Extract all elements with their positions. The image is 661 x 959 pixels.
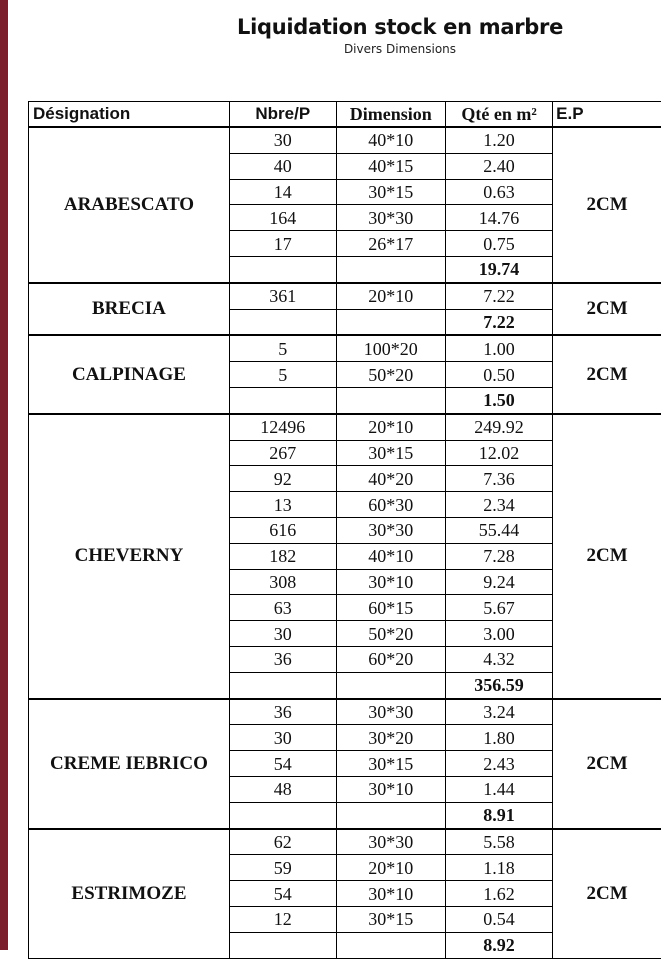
dimension-cell: 40*20 <box>336 466 445 492</box>
nbre-cell: 14 <box>229 179 336 205</box>
qte-cell: 55.44 <box>445 517 552 543</box>
table-header-row <box>29 102 661 128</box>
total-qte-cell: 8.91 <box>445 802 552 828</box>
column-header-nbre: Nbre/P <box>229 102 336 128</box>
qte-cell: 0.54 <box>445 906 552 932</box>
qte-cell: 0.75 <box>445 231 552 257</box>
qte-cell: 7.22 <box>445 283 552 309</box>
page-title: Liquidation stock en marbre <box>0 15 661 39</box>
nbre-cell: 30 <box>229 127 336 153</box>
dimension-cell: 40*10 <box>336 127 445 153</box>
empty-cell <box>336 672 445 698</box>
table-row <box>29 829 661 855</box>
nbre-cell: 5 <box>229 335 336 361</box>
nbre-cell: 62 <box>229 829 336 855</box>
qte-cell: 2.43 <box>445 751 552 777</box>
qte-cell: 3.00 <box>445 621 552 647</box>
qte-cell: 14.76 <box>445 205 552 231</box>
empty-cell <box>229 932 336 958</box>
designation-cell: CREME IEBRICO <box>29 699 230 829</box>
empty-cell <box>336 256 445 282</box>
designation-cell: CHEVERNY <box>29 414 230 699</box>
column-header-designation: Désignation <box>29 102 230 128</box>
dimension-cell: 30*30 <box>336 699 445 725</box>
nbre-cell: 63 <box>229 595 336 621</box>
dimension-cell: 60*30 <box>336 492 445 518</box>
empty-cell <box>336 802 445 828</box>
empty-cell <box>229 802 336 828</box>
qte-cell: 2.40 <box>445 153 552 179</box>
dimension-cell: 50*20 <box>336 362 445 388</box>
qte-cell: 0.63 <box>445 179 552 205</box>
nbre-cell: 12496 <box>229 414 336 440</box>
ep-cell: 2CM <box>553 127 661 283</box>
table-row <box>29 699 661 725</box>
qte-cell: 1.00 <box>445 335 552 361</box>
qte-cell: 7.28 <box>445 543 552 569</box>
qte-cell: 7.36 <box>445 466 552 492</box>
qte-cell: 0.50 <box>445 362 552 388</box>
designation-cell: ESTRIMOZE <box>29 829 230 958</box>
total-qte-cell: 1.50 <box>445 387 552 413</box>
total-qte-cell: 356.59 <box>445 672 552 698</box>
dimension-cell: 60*15 <box>336 595 445 621</box>
designation-cell: CALPINAGE <box>29 335 230 413</box>
nbre-cell: 13 <box>229 492 336 518</box>
total-qte-cell: 7.22 <box>445 309 552 335</box>
designation-cell: BRECIA <box>29 283 230 336</box>
nbre-cell: 164 <box>229 205 336 231</box>
dimension-cell: 26*17 <box>336 231 445 257</box>
column-header-dimension: Dimension <box>336 102 445 128</box>
nbre-cell: 59 <box>229 855 336 881</box>
dimension-cell: 40*15 <box>336 153 445 179</box>
ep-cell: 2CM <box>553 829 661 958</box>
dimension-cell: 30*10 <box>336 881 445 907</box>
table-body <box>29 127 661 958</box>
nbre-cell: 48 <box>229 776 336 802</box>
qte-cell: 1.44 <box>445 776 552 802</box>
page-subtitle: Divers Dimensions <box>0 42 661 56</box>
nbre-cell: 36 <box>229 646 336 672</box>
dimension-cell: 50*20 <box>336 621 445 647</box>
nbre-cell: 12 <box>229 906 336 932</box>
table-row <box>29 283 661 309</box>
dimension-cell: 30*30 <box>336 205 445 231</box>
dimension-cell: 20*10 <box>336 283 445 309</box>
dimension-cell: 30*15 <box>336 179 445 205</box>
nbre-cell: 182 <box>229 543 336 569</box>
qte-cell: 1.18 <box>445 855 552 881</box>
dimension-cell: 30*30 <box>336 829 445 855</box>
qte-cell: 12.02 <box>445 440 552 466</box>
nbre-cell: 92 <box>229 466 336 492</box>
empty-cell <box>336 387 445 413</box>
dimension-cell: 60*20 <box>336 646 445 672</box>
empty-cell <box>336 309 445 335</box>
dimension-cell: 30*15 <box>336 906 445 932</box>
qte-cell: 2.34 <box>445 492 552 518</box>
ep-cell: 2CM <box>553 699 661 829</box>
nbre-cell: 54 <box>229 751 336 777</box>
nbre-cell: 308 <box>229 569 336 595</box>
left-accent-bar <box>0 0 8 950</box>
nbre-cell: 30 <box>229 621 336 647</box>
empty-cell <box>229 387 336 413</box>
qte-cell: 249.92 <box>445 414 552 440</box>
qte-cell: 5.58 <box>445 829 552 855</box>
empty-cell <box>336 932 445 958</box>
ep-cell: 2CM <box>553 335 661 413</box>
ep-cell: 2CM <box>553 414 661 699</box>
dimension-cell: 20*10 <box>336 855 445 881</box>
nbre-cell: 40 <box>229 153 336 179</box>
designation-cell: ARABESCATO <box>29 127 230 283</box>
column-header-ep: E.P <box>553 102 661 128</box>
dimension-cell: 30*30 <box>336 517 445 543</box>
nbre-cell: 17 <box>229 231 336 257</box>
nbre-cell: 5 <box>229 362 336 388</box>
dimension-cell: 30*10 <box>336 569 445 595</box>
ep-cell: 2CM <box>553 283 661 336</box>
dimension-cell: 30*15 <box>336 440 445 466</box>
dimension-cell: 100*20 <box>336 335 445 361</box>
empty-cell <box>229 672 336 698</box>
qte-cell: 1.62 <box>445 881 552 907</box>
table-row <box>29 335 661 361</box>
qte-cell: 3.24 <box>445 699 552 725</box>
dimension-cell: 40*10 <box>336 543 445 569</box>
dimension-cell: 30*15 <box>336 751 445 777</box>
table-row <box>29 127 661 153</box>
empty-cell <box>229 309 336 335</box>
qte-cell: 5.67 <box>445 595 552 621</box>
dimension-cell: 30*10 <box>336 776 445 802</box>
dimension-cell: 20*10 <box>336 414 445 440</box>
qte-cell: 1.20 <box>445 127 552 153</box>
column-header-qte: Qté en m² <box>445 102 552 128</box>
qte-cell: 9.24 <box>445 569 552 595</box>
nbre-cell: 30 <box>229 725 336 751</box>
qte-cell: 4.32 <box>445 646 552 672</box>
nbre-cell: 267 <box>229 440 336 466</box>
table-row <box>29 414 661 440</box>
qte-cell: 1.80 <box>445 725 552 751</box>
stock-table <box>28 101 661 959</box>
dimension-cell: 30*20 <box>336 725 445 751</box>
empty-cell <box>229 256 336 282</box>
total-qte-cell: 8.92 <box>445 932 552 958</box>
nbre-cell: 616 <box>229 517 336 543</box>
nbre-cell: 361 <box>229 283 336 309</box>
nbre-cell: 36 <box>229 699 336 725</box>
total-qte-cell: 19.74 <box>445 256 552 282</box>
nbre-cell: 54 <box>229 881 336 907</box>
